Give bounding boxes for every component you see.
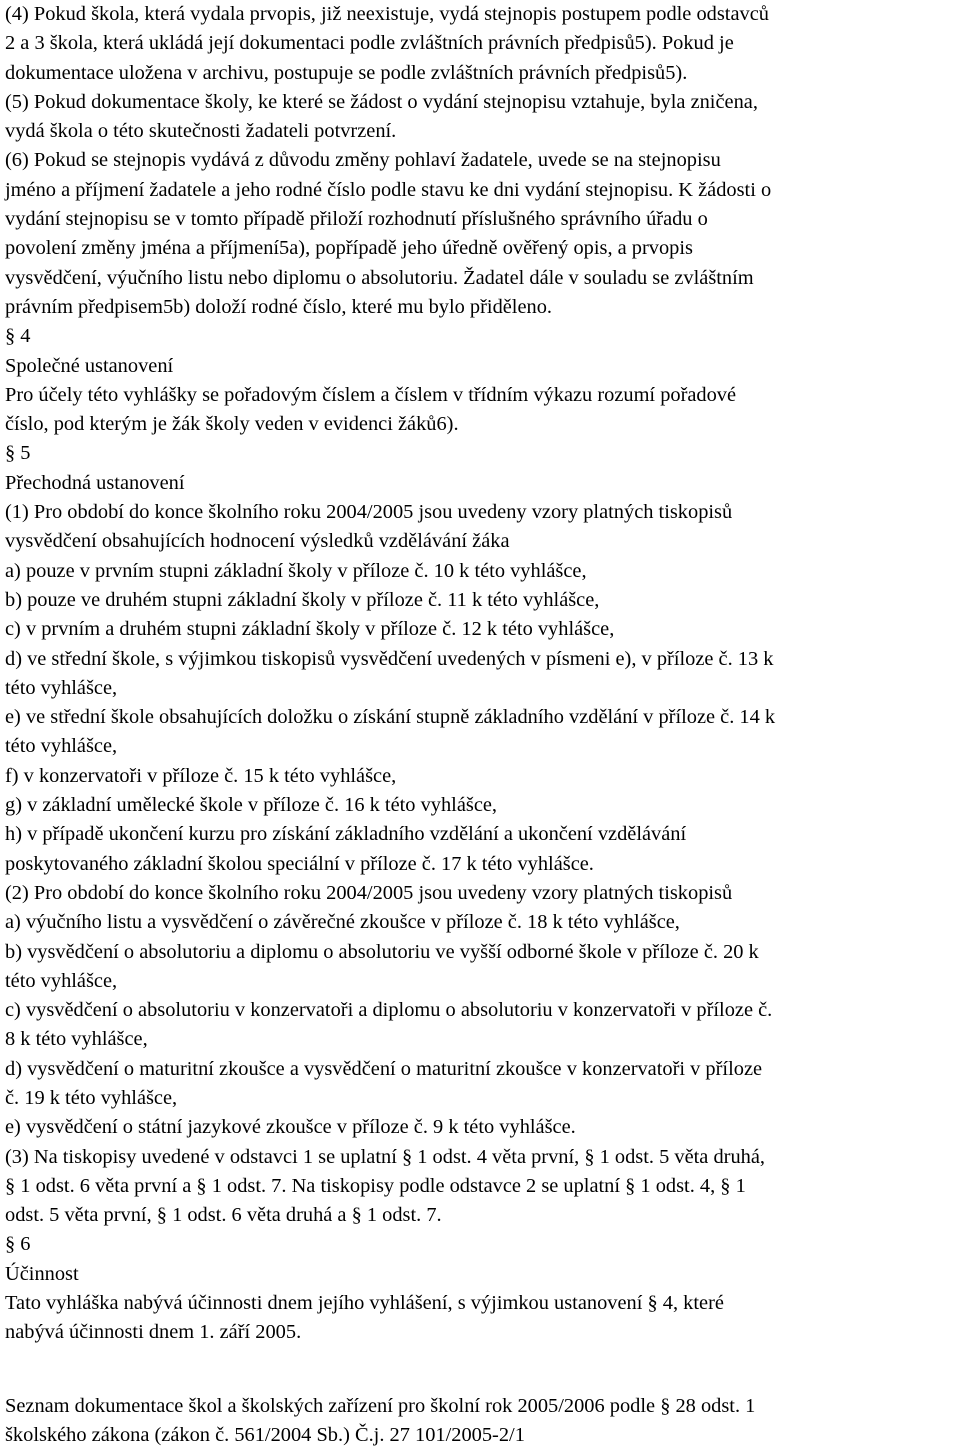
- text-line: dokumentace uložena v archivu, postupuje se podle zvláštních právních předpisů5).: [5, 61, 688, 84]
- text-line: odst. 5 věta první, § 1 odst. 6 věta druhá a § 1 odst. 7.: [5, 1204, 442, 1227]
- text-line: § 1 odst. 6 věta první a § 1 odst. 7. Na tiskopisy podle odstavce 2 se uplatní § 1 odst. 4, § 1: [5, 1174, 746, 1197]
- text-line: a) výučního listu a vysvědčení o závěrečné zkoušce v příloze č. 18 k této vyhlášce,: [5, 911, 680, 934]
- text-line: Tato vyhláška nabývá účinnosti dnem jejího vyhlášení, s výjimkou ustanovení § 4, které: [5, 1292, 724, 1315]
- text-line: vydá škola o této skutečnosti žadateli potvrzení.: [5, 120, 397, 143]
- text-line: b) vysvědčení o absolutoriu a diplomu o absolutoriu ve vyšší odborné škole v příloze č. 20 k: [5, 940, 759, 963]
- text-line: a) pouze v prvním stupni základní školy v příloze č. 10 k této vyhlášce,: [5, 559, 587, 582]
- text-line: c) v prvním a druhém stupni základní školy v příloze č. 12 k této vyhlášce,: [5, 618, 615, 641]
- text-line: e) vysvědčení o státní jazykové zkoušce v příloze č. 9 k této vyhlášce.: [5, 1116, 576, 1139]
- footer-line: školského zákona (zákon č. 561/2004 Sb.) Č.j. 27 101/2005-2/1: [5, 1423, 525, 1446]
- text-line: vydání stejnopisu se v tomto případě přiloží rozhodnutí příslušného správního úřadu o: [5, 208, 708, 231]
- text-line: vysvědčení, výučního listu nebo diplomu o absolutoriu. Žadatel dále v souladu se zvláštním: [5, 266, 754, 289]
- text-line: e) ve střední škole obsahujících doložku o získání stupně základního vzdělání v příloze č. 14 k: [5, 706, 776, 729]
- text-line: g) v základní umělecké škole v příloze č. 16 k této vyhlášce,: [5, 794, 498, 817]
- text-line: (6) Pokud se stejnopis vydává z důvodu změny pohlaví žadatele, uvede se na stejnopisu: [5, 149, 721, 172]
- text-line: d) ve střední škole, s výjimkou tiskopisů vysvědčení uvedených v písmeni e), v příloze č. 13 k: [5, 647, 774, 670]
- text-line: číslo, pod kterým je žák školy veden v evidenci žáků6).: [5, 413, 459, 436]
- text-line: Společné ustanovení: [5, 354, 174, 377]
- text-line: Účinnost: [5, 1262, 79, 1285]
- text-line: § 5: [5, 442, 31, 465]
- text-line: c) vysvědčení o absolutoriu v konzervatoři a diplomu o absolutoriu v konzervatoři v příloze č.: [5, 999, 773, 1022]
- text-line: 2 a 3 škola, která ukládá její dokumentaci podle zvláštních právních předpisů5). Pokud je: [5, 32, 734, 55]
- text-line: h) v případě ukončení kurzu pro získání základního vzdělání a ukončení vzdělávání: [5, 823, 687, 846]
- text-line: d) vysvědčení o maturitní zkoušce a vysvědčení o maturitní zkoušce v konzervatoři v příloze: [5, 1057, 763, 1080]
- document-body: [5, 0, 960, 1348]
- text-line: (4) Pokud škola, která vydala prvopis, již neexistuje, vydá stejnopis postupem podle odstavců: [5, 3, 769, 25]
- text-line: jméno a příjmení žadatele a jeho rodné číslo podle stavu ke dni vydání stejnopisu. K žádosti o: [5, 178, 772, 201]
- text-line: f) v konzervatoři v příloze č. 15 k této vyhlášce,: [5, 764, 397, 787]
- document-footer: [5, 1392, 960, 1450]
- text-line: poskytovaného základní školou speciální v příloze č. 17 k této vyhlášce.: [5, 852, 594, 875]
- text-line: (1) Pro období do konce školního roku 2004/2005 jsou uvedeny vzory platných tiskopisů: [5, 501, 733, 524]
- text-line: č. 19 k této vyhlášce,: [5, 1086, 178, 1109]
- text-line: § 4: [5, 325, 31, 348]
- text-line: 8 k této vyhlášce,: [5, 1028, 148, 1051]
- text-line: (5) Pokud dokumentace školy, ke které se žádost o vydání stejnopisu vztahuje, byla zničena,: [5, 90, 758, 113]
- text-line: právním předpisem5b) doloží rodné číslo, které mu bylo přiděleno.: [5, 295, 553, 318]
- text-line: povolení změny jména a příjmení5a), popřípadě jeho úředně ověřený opis, a prvopis: [5, 237, 693, 260]
- text-line: vysvědčení obsahujících hodnocení výsledků vzdělávání žáka: [5, 530, 510, 553]
- document-page: [5, 0, 960, 1450]
- text-line: (2) Pro období do konce školního roku 2004/2005 jsou uvedeny vzory platných tiskopisů: [5, 881, 733, 904]
- text-line: (3) Na tiskopisy uvedené v odstavci 1 se uplatní § 1 odst. 4 věta první, § 1 odst. 5 věta druhá,: [5, 1145, 765, 1168]
- text-line: Přechodná ustanovení: [5, 471, 185, 494]
- text-line: této vyhlášce,: [5, 676, 118, 699]
- footer-line: Seznam dokumentace škol a školských zařízení pro školní rok 2005/2006 podle § 28 odst. 1: [5, 1394, 756, 1417]
- text-line: této vyhlášce,: [5, 969, 118, 992]
- text-line: nabývá účinnosti dnem 1. září 2005.: [5, 1321, 302, 1344]
- text-line: této vyhlášce,: [5, 735, 118, 758]
- text-line: b) pouze ve druhém stupni základní školy v příloze č. 11 k této vyhlášce,: [5, 588, 600, 611]
- text-line: § 6: [5, 1233, 31, 1256]
- text-line: Pro účely této vyhlášky se pořadovým číslem a číslem v třídním výkazu rozumí pořadové: [5, 383, 737, 406]
